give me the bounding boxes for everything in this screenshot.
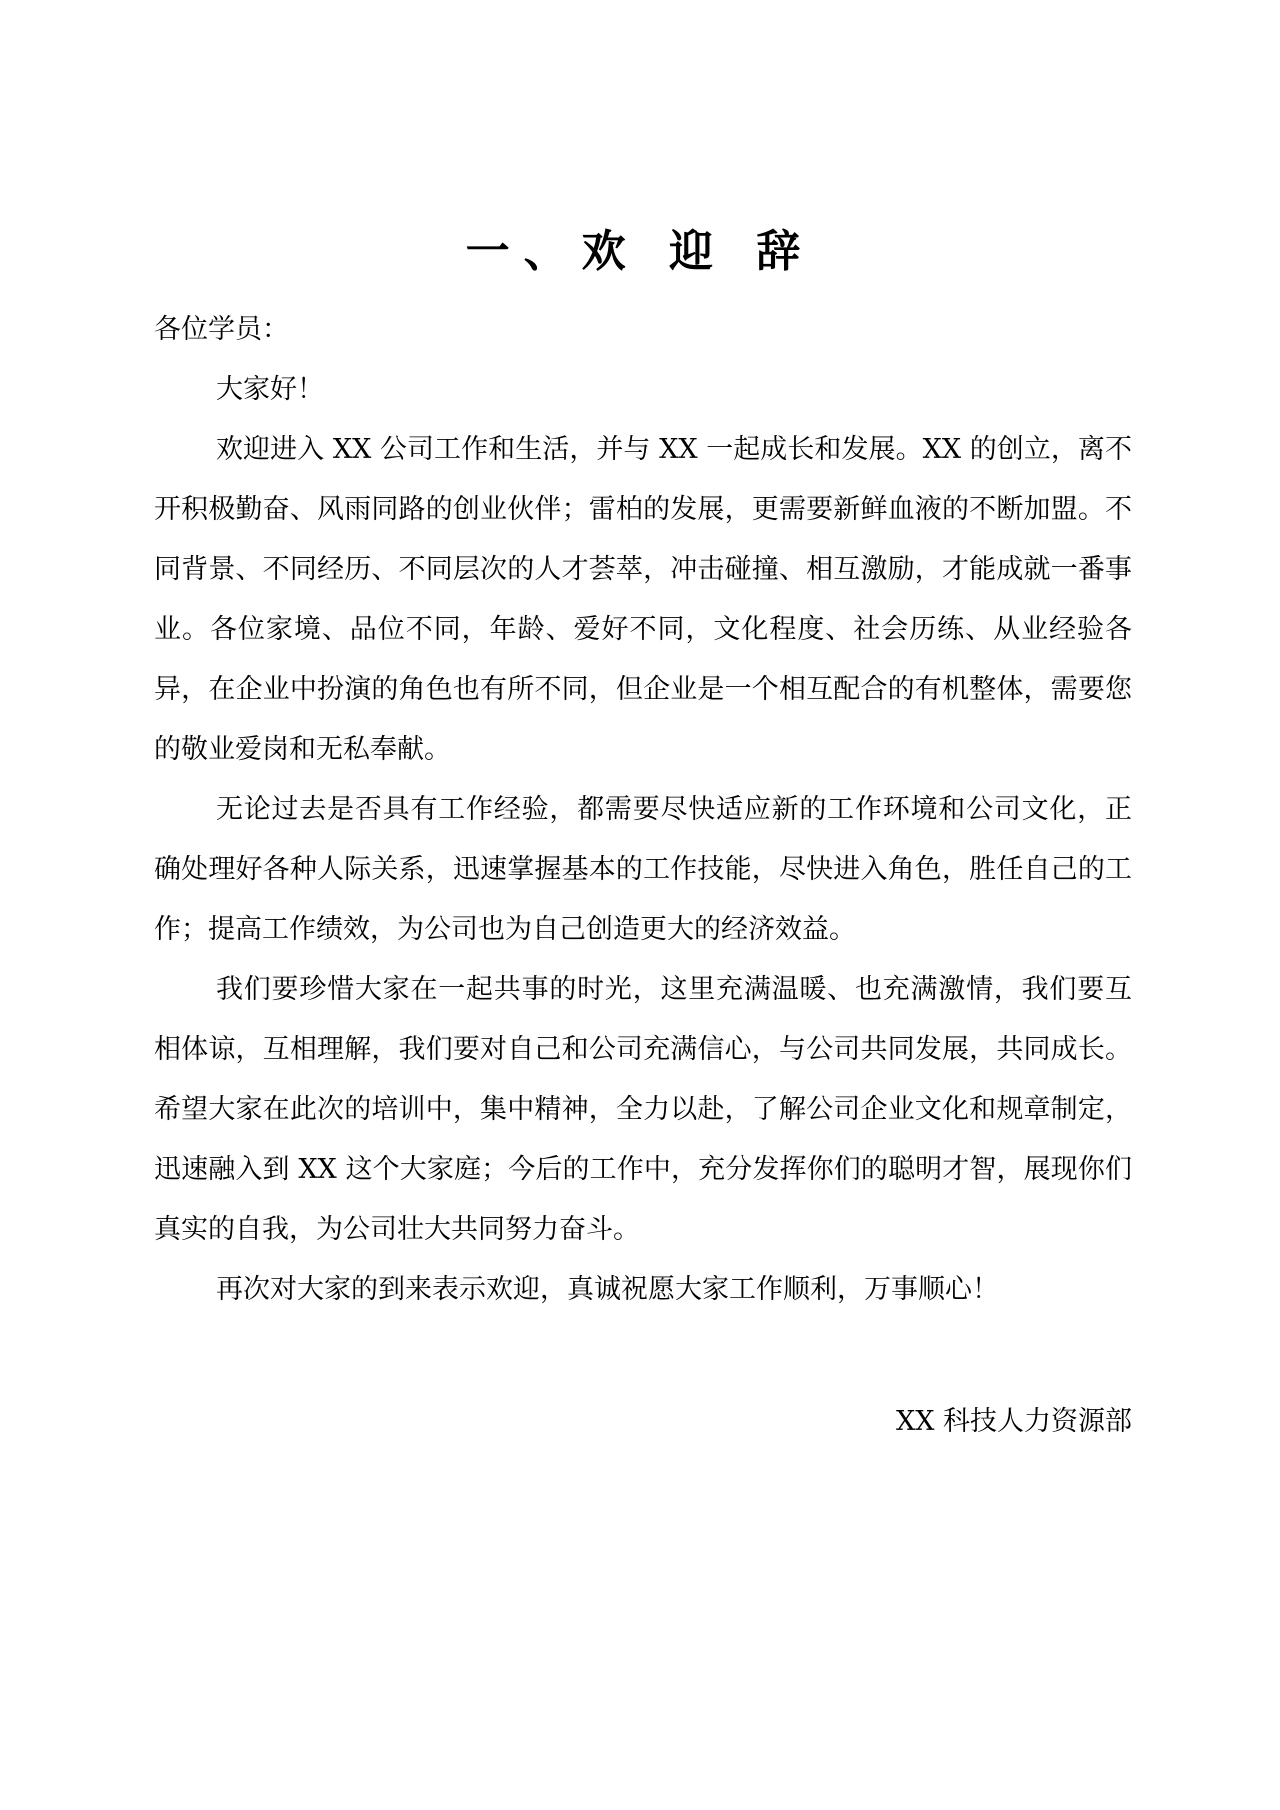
paragraph-welcome: 欢迎进入 XX 公司工作和生活，并与 XX 一起成长和发展。XX 的创立，离不开积极勤奋、风雨同路的创业伙伴；雷柏的发展，更需要新鲜血液的不断加盟。不同背景、不同经历、不同层次的人才荟萃，冲击碰撞、相互激励，才能成就一番事业。各位家境、品位不同，年龄、爱好不同，文化程度、社会历练、从业经验各异，在企业中扮演的角色也有所不同，但企业是一个相互配合的有机整体，需要您的敬业爱岗和无私奉献。 bbox=[154, 434, 1132, 765]
letter-body bbox=[154, 300, 1132, 1320]
paragraph-closing: 再次对大家的到来表示欢迎，真诚祝愿大家工作顺利，万事顺心！ bbox=[216, 1274, 999, 1305]
salutation: 各位学员： bbox=[154, 314, 289, 345]
greeting: 大家好！ bbox=[216, 374, 324, 405]
page-title: 一、欢 迎 辞 bbox=[465, 226, 815, 277]
paragraph-adaptation: 无论过去是否具有工作经验，都需要尽快适应新的工作环境和公司文化，正确处理好各种人际关系，迅速掌握基本的工作技能，尽快进入角色，胜任自己的工作；提高工作绩效，为公司也为自己创造更大的经济效益。 bbox=[154, 794, 1132, 945]
signature: XX 科技人力资源部 bbox=[895, 1406, 1132, 1437]
paragraph-teamwork: 我们要珍惜大家在一起共事的时光，这里充满温暖、也充满激情，我们要互相体谅，互相理解，我们要对自己和公司充满信心，与公司共同发展，共同成长。希望大家在此次的培训中，集中精神，全力以赴，了解公司企业文化和规章制定，迅速融入到 XX 这个大家庭；今后的工作中，充分发挥你们的聪明才智，展现你们真实的自我，为公司壮大共同努力奋斗。 bbox=[154, 974, 1132, 1245]
